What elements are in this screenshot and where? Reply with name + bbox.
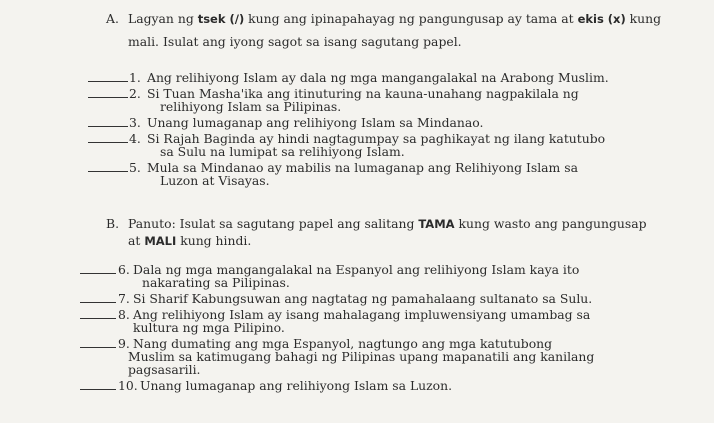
answer-blank[interactable] <box>80 273 116 274</box>
item-number: 7. <box>118 291 130 306</box>
item-number: 9. <box>118 336 130 351</box>
item-text: Ang relihiyong Islam ay isang mahalagang impluwensiyang umambag sa <box>133 307 591 322</box>
answer-blank[interactable] <box>80 302 116 303</box>
section-b-instruction-line2-pre: at <box>128 233 145 248</box>
section-b-instructions <box>0 217 714 248</box>
item-number: 2. <box>129 86 141 101</box>
answer-blank[interactable] <box>88 171 128 172</box>
item-number: 4. <box>129 131 141 146</box>
item-text: Nang dumating ang mga Espanyol, nagtungo ang mga katutubong <box>133 336 553 351</box>
item-text-cont: pagsasarili. <box>128 362 201 377</box>
item-number: 1. <box>129 70 141 85</box>
section-b-instruction-post: kung wasto ang pangungusap <box>454 216 647 231</box>
section-a-instruction-line2: mali. Isulat ang iyong sagot sa isang sagutang papel. <box>128 34 462 49</box>
list-item <box>0 292 714 305</box>
section-b-items <box>0 263 714 395</box>
item-text: Dala ng mga mangangalakal na Espanyol ang relihiyong Islam kaya ito <box>133 262 580 277</box>
item-number: 10. <box>118 378 138 393</box>
list-item <box>0 379 714 392</box>
item-text-cont: Muslim sa katimugang bahagi ng Pilipinas upang mapanatili ang kanilang <box>128 349 595 364</box>
section-b-instruction-pre: Panuto: Isulat sa sagutang papel ang salitang <box>128 216 419 231</box>
answer-blank[interactable] <box>88 81 128 82</box>
section-a-letter: A. <box>106 11 119 26</box>
cross-word: ekis (x) <box>577 12 626 26</box>
item-text: Unang lumaganap ang relihiyong Islam sa Luzon. <box>140 378 453 393</box>
answer-blank[interactable] <box>80 389 116 390</box>
item-text-cont: relihiyong Islam sa Pilipinas. <box>160 99 342 114</box>
item-text: Si Sharif Kabungsuwan ang nagtatag ng pamahalaang sultanato sa Sulu. <box>133 291 593 306</box>
item-text-cont: Luzon at Visayas. <box>160 173 270 188</box>
list-item <box>0 337 714 376</box>
list-item <box>0 87 714 113</box>
answer-blank[interactable] <box>88 126 128 127</box>
section-a-instruction-post: kung <box>625 11 662 26</box>
section-a-instruction-pre: Lagyan ng <box>128 11 198 26</box>
answer-blank[interactable] <box>80 347 116 348</box>
list-item <box>0 132 714 158</box>
check-word: tsek (/) <box>197 12 245 26</box>
false-word: MALI <box>144 234 177 248</box>
answer-blank[interactable] <box>80 318 116 319</box>
section-a-instruction-mid: kung ang ipinapahayag ng pangungusap ay tama at <box>244 11 578 26</box>
item-text-cont: kultura ng mga Pilipino. <box>133 320 285 335</box>
item-text: Ang relihiyong Islam ay dala ng mga mangangalakal na Arabong Muslim. <box>147 70 609 85</box>
list-item <box>0 116 714 129</box>
section-a-items <box>0 71 714 190</box>
answer-blank[interactable] <box>88 142 128 143</box>
item-text: Mula sa Mindanao ay mabilis na lumaganap ang Relihiyong Islam sa <box>147 160 578 175</box>
item-number: 5. <box>129 160 141 175</box>
item-number: 6. <box>118 262 130 277</box>
answer-blank[interactable] <box>88 97 128 98</box>
list-item <box>0 308 714 334</box>
item-text: Unang lumaganap ang relihiyong Islam sa Mindanao. <box>147 115 484 130</box>
true-word: TAMA <box>418 217 455 231</box>
item-text: Si Tuan Masha'ika ang itinuturing na kauna-unahang nagpakilala ng <box>147 86 579 101</box>
item-number: 3. <box>129 115 141 130</box>
list-item <box>0 161 714 187</box>
item-text-cont: sa Sulu na lumipat sa relihiyong Islam. <box>160 144 405 159</box>
item-text: Si Rajah Baginda ay hindi nagtagumpay sa paghikayat ng ilang katutubo <box>147 131 606 146</box>
list-item <box>0 263 714 289</box>
section-b-instruction-line2-post: kung hindi. <box>176 233 252 248</box>
list-item <box>0 71 714 84</box>
item-text-cont: nakarating sa Pilipinas. <box>142 275 290 290</box>
section-a-instructions <box>0 12 714 48</box>
item-number: 8. <box>118 307 130 322</box>
section-b-letter: B. <box>106 216 120 231</box>
